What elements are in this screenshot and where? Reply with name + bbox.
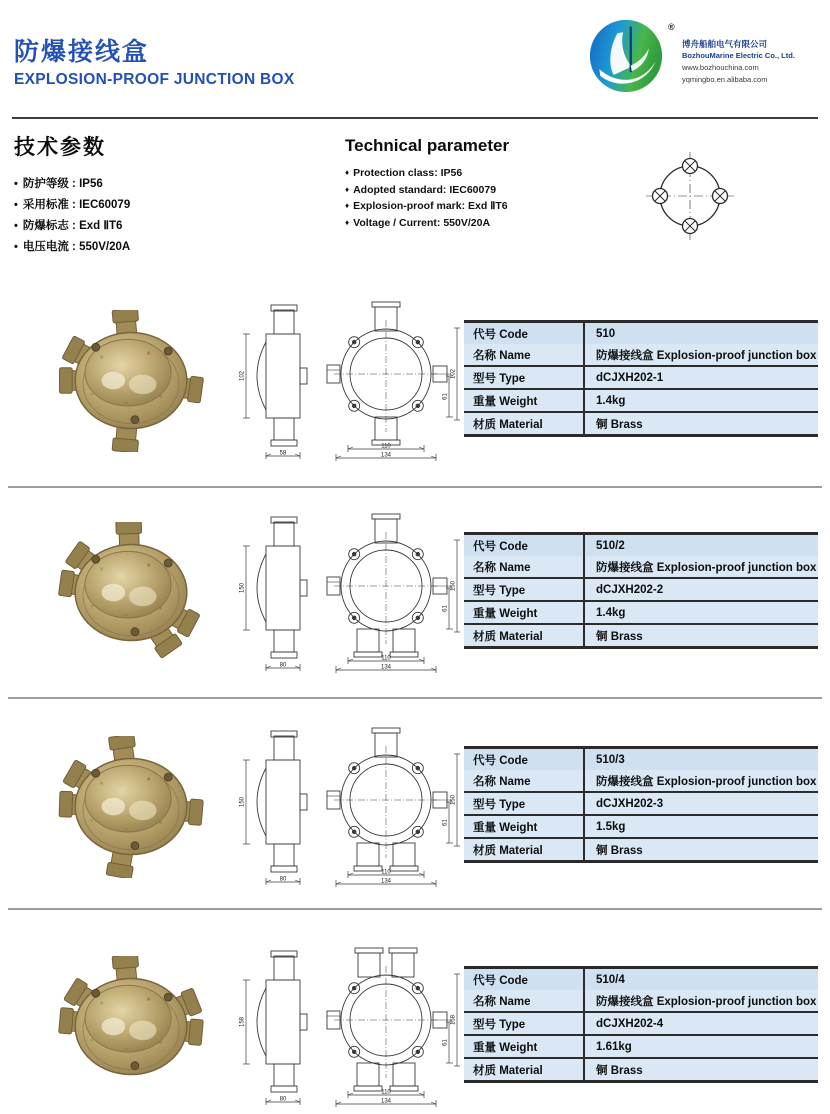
spec-label: 重量 Weight xyxy=(464,390,585,411)
svg-text:158: 158 xyxy=(239,1016,246,1028)
svg-text:150: 150 xyxy=(450,794,457,806)
technical-drawing xyxy=(236,946,460,1113)
table-row-type xyxy=(464,579,818,602)
table-row-weight xyxy=(464,816,818,839)
product-section-510-3 xyxy=(0,726,830,891)
spec-label: 材质 Material xyxy=(464,413,585,434)
spec-label: 名称 Name xyxy=(464,990,585,1011)
spec-label: 名称 Name xyxy=(464,770,585,791)
spec-label: 代号 Code xyxy=(464,749,585,770)
company-name-zh: 博舟船舶电气有限公司 xyxy=(682,39,768,49)
table-row-weight xyxy=(464,602,818,625)
table-row-code xyxy=(464,969,818,990)
svg-text:102: 102 xyxy=(450,368,457,380)
company-website: www.bozhouchina.com xyxy=(682,63,759,72)
spec-label: 型号 Type xyxy=(464,793,585,814)
svg-text:150: 150 xyxy=(239,796,246,808)
product-photo xyxy=(33,956,229,1103)
spec-label: 代号 Code xyxy=(464,323,585,344)
spec-value-name: 防爆接线盒 Explosion-proof junction box xyxy=(596,775,817,788)
spec-value-code: 510/3 xyxy=(596,753,625,766)
product-photo xyxy=(33,310,229,457)
table-row-code xyxy=(464,323,818,344)
spec-label: 重量 Weight xyxy=(464,1036,585,1057)
product-section-510-2 xyxy=(0,512,830,677)
svg-text:102: 102 xyxy=(239,370,246,382)
tech-param-text: Adopted standard: IEC60079 xyxy=(353,183,497,196)
technical-drawing xyxy=(236,300,460,467)
spec-label: 材质 Material xyxy=(464,625,585,646)
spec-value-material: 铜 Brass xyxy=(596,418,643,431)
tech-param-text: 电压电流 : 550V/20A xyxy=(22,241,131,253)
svg-text:134: 134 xyxy=(380,452,392,459)
spec-value-code: 510 xyxy=(596,327,616,340)
tech-params-en-title: Technical parameter xyxy=(345,136,510,155)
spec-label: 型号 Type xyxy=(464,367,585,388)
svg-text:80: 80 xyxy=(279,876,287,883)
flange-top-view-diagram xyxy=(638,144,742,253)
page-title-zh: 防爆接线盒 xyxy=(14,38,150,66)
svg-text:110: 110 xyxy=(381,655,391,662)
diamond-bullet-icon: ♦ xyxy=(345,201,350,210)
spec-label: 名称 Name xyxy=(464,556,585,577)
spec-table xyxy=(464,746,818,863)
diamond-bullet-icon: ♦ xyxy=(345,184,350,194)
tech-param-zh-item xyxy=(14,174,130,195)
tech-param-zh-item xyxy=(14,195,130,216)
svg-text:110: 110 xyxy=(381,443,391,450)
svg-text:61: 61 xyxy=(442,605,449,612)
spec-value-material: 铜 Brass xyxy=(596,1064,643,1077)
spec-label: 代号 Code xyxy=(464,969,585,990)
spec-label: 代号 Code xyxy=(464,535,585,556)
tech-param-zh-item xyxy=(14,237,130,258)
spec-value-weight: 1.61kg xyxy=(596,1040,632,1053)
svg-text:158: 158 xyxy=(450,1014,457,1026)
company-logo-icon xyxy=(588,18,664,99)
registered-trademark: ® xyxy=(668,22,675,32)
tech-param-text: 采用标准 : IEC60079 xyxy=(22,199,131,211)
tech-param-text: 防护等级 : IP56 xyxy=(22,178,103,190)
spec-value-code: 510/2 xyxy=(596,539,625,552)
spec-label: 重量 Weight xyxy=(464,602,585,623)
product-section-510-4 xyxy=(0,946,830,1111)
spec-label: 型号 Type xyxy=(464,579,585,600)
tech-param-en-item xyxy=(345,198,509,215)
bullet-icon: • xyxy=(14,241,18,253)
diamond-bullet-icon: ♦ xyxy=(345,168,350,177)
svg-text:61: 61 xyxy=(442,1039,449,1046)
spec-label: 材质 Material xyxy=(464,839,585,860)
spec-value-type: dCJXH202-1 xyxy=(596,371,664,384)
spec-label: 型号 Type xyxy=(464,1013,585,1034)
table-row-code xyxy=(464,749,818,770)
tech-params-zh-title: 技术参数 xyxy=(14,136,106,159)
bullet-icon: • xyxy=(14,199,18,211)
table-row-name xyxy=(464,770,818,793)
tech-param-text: Explosion-proof mark: Exd ⅡT6 xyxy=(353,200,508,212)
spec-value-name: 防爆接线盒 Explosion-proof junction box xyxy=(596,349,817,362)
tech-params-en xyxy=(345,136,509,231)
bullet-icon: • xyxy=(14,178,18,190)
spec-value-type: dCJXH202-4 xyxy=(596,1017,664,1030)
company-alibaba-site: yqmingbo.en.alibaba.com xyxy=(682,75,768,84)
brand-block xyxy=(588,14,820,110)
header-rule xyxy=(12,117,818,119)
tech-param-en-item xyxy=(345,165,509,182)
svg-text:110: 110 xyxy=(381,869,391,876)
tech-param-en-item xyxy=(345,182,509,199)
technical-drawing xyxy=(236,726,460,893)
section-divider xyxy=(8,697,822,699)
table-row-name xyxy=(464,344,818,367)
page-title-block xyxy=(14,32,295,89)
table-row-material xyxy=(464,413,818,434)
table-row-name xyxy=(464,556,818,579)
spec-value-material: 铜 Brass xyxy=(596,844,643,857)
svg-text:150: 150 xyxy=(450,580,457,592)
company-name-en: BozhouMarine Electric Co., Ltd. xyxy=(682,51,795,60)
table-row-weight xyxy=(464,390,818,413)
table-row-material xyxy=(464,839,818,860)
svg-text:80: 80 xyxy=(279,662,287,669)
svg-text:80: 80 xyxy=(279,1096,287,1103)
spec-table xyxy=(464,532,818,649)
spec-value-material: 铜 Brass xyxy=(596,630,643,643)
svg-text:134: 134 xyxy=(380,664,392,671)
tech-param-text: Protection class: IP56 xyxy=(353,167,463,179)
brand-text xyxy=(682,38,820,84)
tech-params-zh xyxy=(14,131,130,258)
table-row-type xyxy=(464,793,818,816)
section-divider xyxy=(8,486,822,488)
svg-text:134: 134 xyxy=(380,1098,392,1105)
table-row-material xyxy=(464,625,818,646)
spec-value-type: dCJXH202-2 xyxy=(596,583,664,596)
spec-value-name: 防爆接线盒 Explosion-proof junction box xyxy=(596,561,817,574)
svg-text:58: 58 xyxy=(279,450,287,457)
spec-label: 材质 Material xyxy=(464,1059,585,1080)
tech-param-en-item xyxy=(345,215,509,232)
table-row-code xyxy=(464,535,818,556)
spec-value-type: dCJXH202-3 xyxy=(596,797,664,810)
table-row-material xyxy=(464,1059,818,1080)
table-row-weight xyxy=(464,1036,818,1059)
spec-label: 重量 Weight xyxy=(464,816,585,837)
product-photo xyxy=(33,522,229,669)
spec-value-name: 防爆接线盒 Explosion-proof junction box xyxy=(596,995,817,1008)
section-divider xyxy=(8,908,822,910)
diamond-bullet-icon: ♦ xyxy=(345,217,350,227)
product-section-510 xyxy=(0,300,830,465)
spec-value-weight: 1.4kg xyxy=(596,394,626,407)
table-row-type xyxy=(464,367,818,390)
bullet-icon: • xyxy=(14,220,18,232)
svg-text:61: 61 xyxy=(442,819,449,826)
svg-text:61: 61 xyxy=(442,393,449,400)
table-row-name xyxy=(464,990,818,1013)
tech-param-text: Voltage / Current: 550V/20A xyxy=(353,216,491,229)
svg-text:150: 150 xyxy=(239,582,246,594)
spec-table xyxy=(464,966,818,1083)
technical-drawing xyxy=(236,512,460,679)
spec-value-weight: 1.5kg xyxy=(596,820,626,833)
table-row-type xyxy=(464,1013,818,1036)
spec-table xyxy=(464,320,818,437)
spec-value-code: 510/4 xyxy=(596,973,625,986)
tech-param-text: 防爆标志 : Exd ⅡT6 xyxy=(22,220,123,232)
tech-param-zh-item xyxy=(14,216,130,237)
svg-text:134: 134 xyxy=(380,878,392,885)
page-title-en: EXPLOSION-PROOF JUNCTION BOX xyxy=(14,71,295,88)
spec-value-weight: 1.4kg xyxy=(596,606,626,619)
product-photo xyxy=(33,736,229,883)
spec-label: 名称 Name xyxy=(464,344,585,365)
svg-text:110: 110 xyxy=(381,1089,391,1096)
